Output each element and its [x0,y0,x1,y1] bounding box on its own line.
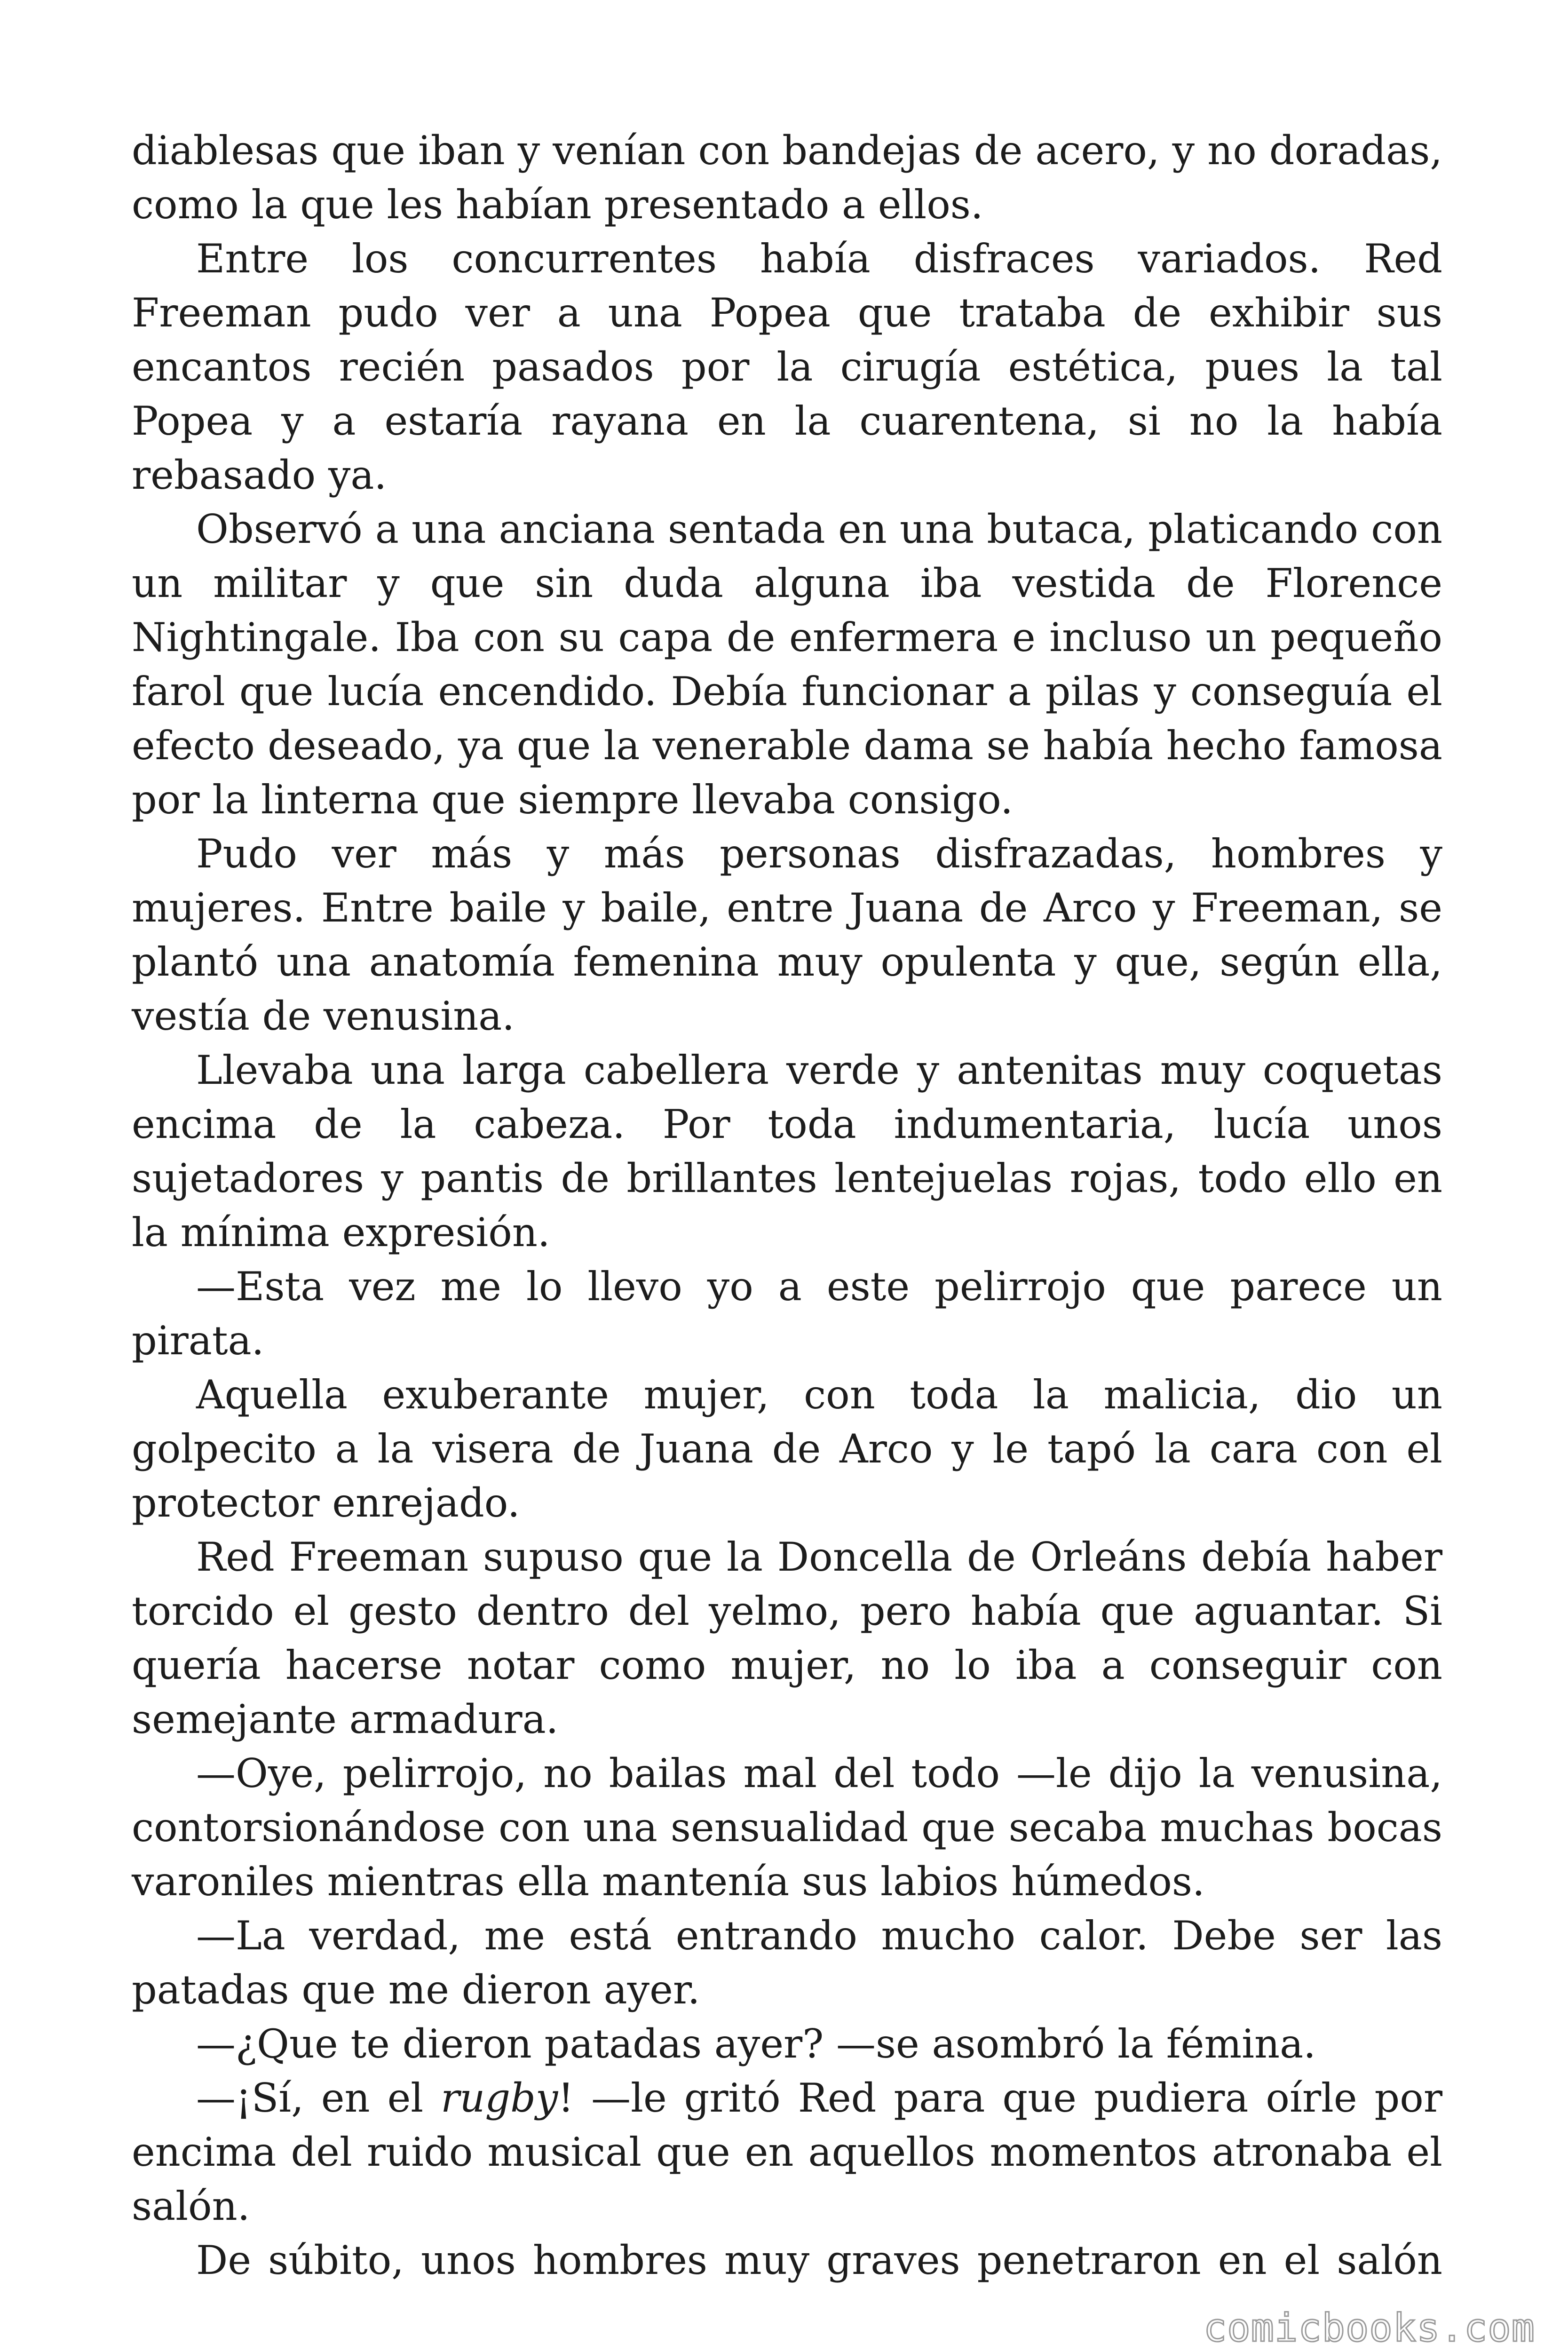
paragraph [132,1260,1442,1368]
text-segment: Llevaba una larga cabellera verde y antenitas muy coquetas encima de la cabeza. Por toda indumentaria, lucía unos sujetadores y pantis de brillantes lentejuelas rojas, todo ello en la mínima expresión. [132,1047,1442,1255]
paragraph [132,1530,1442,1747]
text-segment: —¿Que te dieron patadas ayer? —se asombró la fémina. [196,2021,1316,2067]
italic-text: rugby [441,2075,558,2121]
text-segment: Entre los concurrentes había disfraces variados. Red Freeman pudo ver a una Popea que trataba de exhibir sus encantos recién pasados por la cirugía estética, pues la tal Popea y a estaría rayana en la cuarentena, si no la había rebasado ya. [132,236,1442,498]
text-segment: De súbito, unos hombres muy graves penetraron en el salón [196,2237,1442,2283]
watermark: comicbooks.com [1203,2306,1535,2351]
paragraph [132,502,1442,827]
text-segment: Aquella exuberante mujer, con toda la malicia, dio un golpecito a la visera de Juana de Arco y le tapó la cara con el protector enrejado. [132,1372,1442,1526]
paragraph [132,1368,1442,1530]
paragraph [132,124,1442,232]
paragraph [132,1043,1442,1260]
paragraph [132,2071,1442,2233]
paragraph [132,2233,1442,2288]
text-segment: Red Freeman supuso que la Doncella de Orleáns debía haber torcido el gesto dentro del yelmo, pero había que aguantar. Si quería hacerse notar como mujer, no lo iba a conseguir con semejante armadura. [132,1534,1442,1742]
text-segment: Observó a una anciana sentada en una butaca, platicando con un militar y que sin duda alguna iba vestida de Florence Nightingale. Iba con su capa de enfermera e incluso un pequeño farol que lucía encendido. Debía funcionar a pilas y conseguía el efecto deseado, ya que la venerable dama se había hecho famosa por la linterna que siempre llevaba consigo. [132,506,1442,823]
text-segment: Pudo ver más y más personas disfrazadas, hombres y mujeres. Entre baile y baile, entre Juana de Arco y Freeman, se plantó una anatomía femenina muy opulenta y que, según ella, vestía de venusina. [132,831,1442,1039]
page-body [132,124,1442,2288]
paragraph [132,1747,1442,1909]
text-segment: —¡Sí, en el [196,2075,441,2121]
text-segment: —Oye, pelirrojo, no bailas mal del todo —le dijo la venusina, contorsionándose con una sensualidad que secaba muchas bocas varoniles mientras ella mantenía sus labios húmedos. [132,1750,1442,1905]
paragraph [132,827,1442,1043]
paragraph [132,2017,1442,2071]
paragraph [132,232,1442,502]
text-segment: diablesas que iban y venían con bandejas de acero, y no doradas, como la que les habían presentado a ellos. [132,127,1442,228]
paragraph [132,1909,1442,2017]
text-segment: ! —le gritó Red para que pudiera oírle por encima del ruido musical que en aquellos momentos atronaba el salón. [132,2075,1443,2229]
text-segment: —La verdad, me está entrando mucho calor. Debe ser las patadas que me dieron ayer. [132,1913,1442,2013]
text-segment: —Esta vez me lo llevo yo a este pelirrojo que parece un pirata. [132,1263,1442,1364]
